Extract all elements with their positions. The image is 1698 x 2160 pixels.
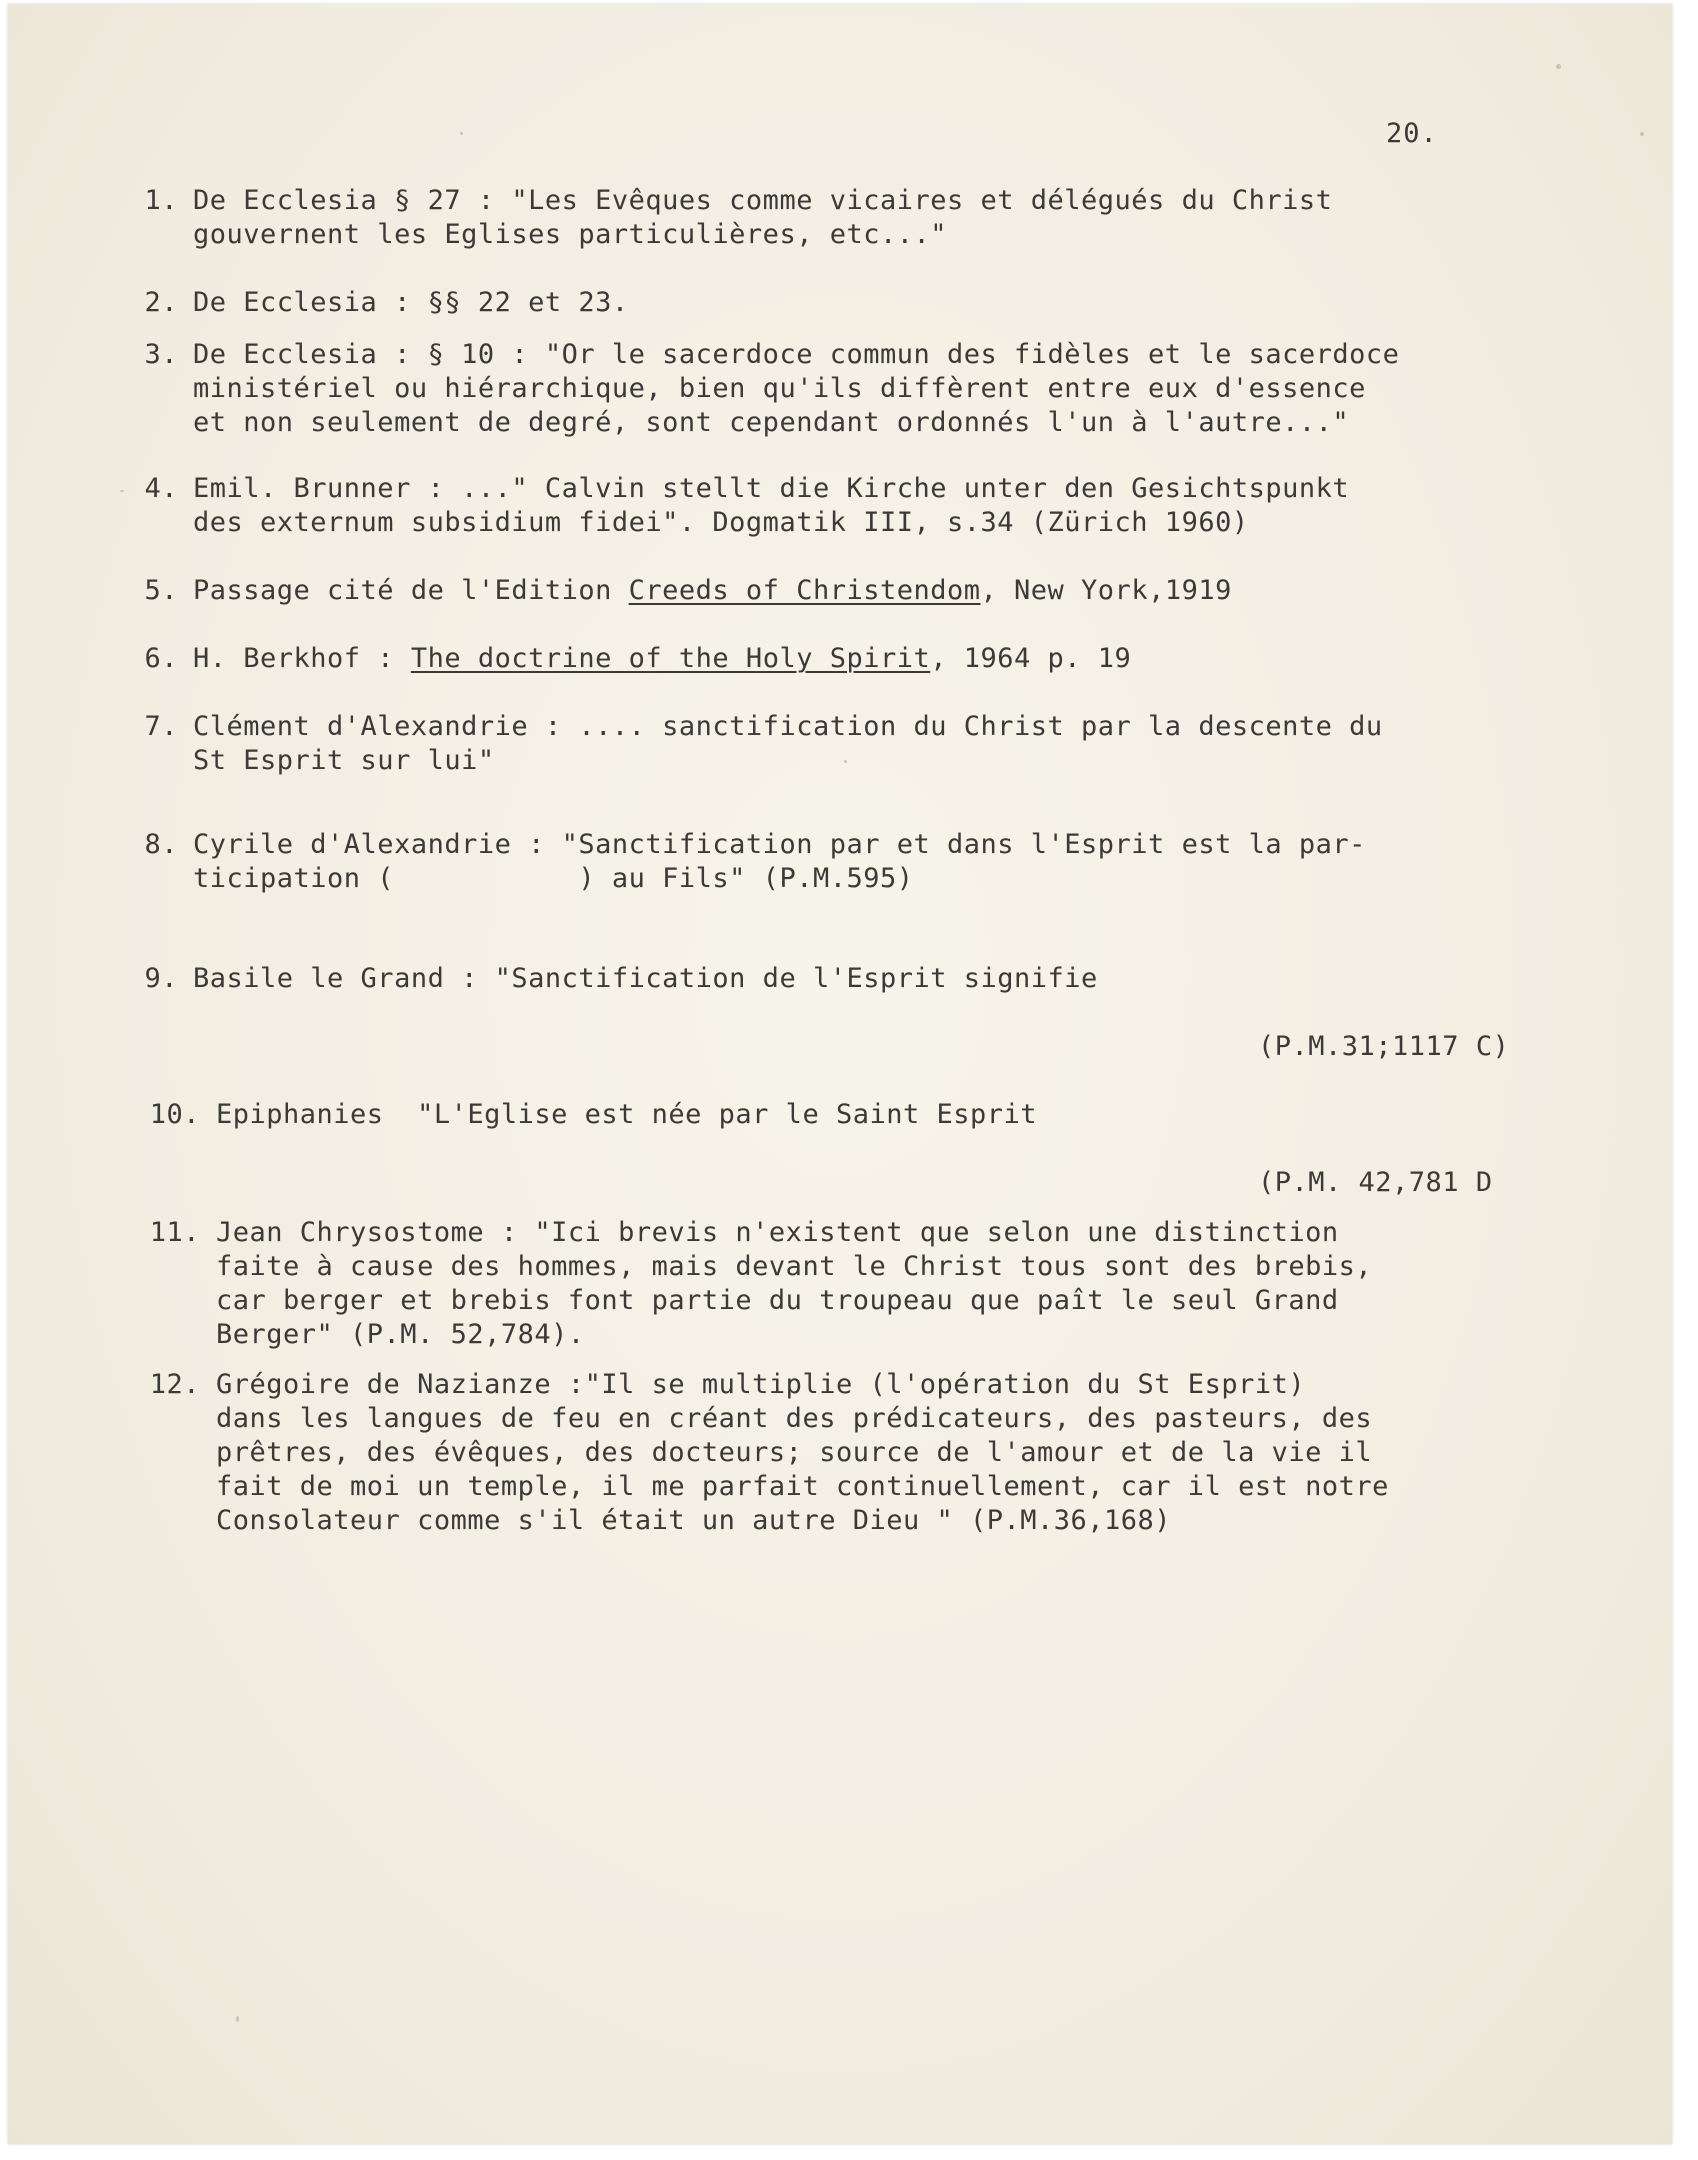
footnote-text: De Ecclesia : § 10 : "Or le sacerdoce commun des fidèles et le sacerdoce bbox=[193, 339, 1400, 370]
footnote-line bbox=[216, 1318, 585, 1352]
footnote-number: 2. bbox=[144, 287, 178, 318]
footnote-line bbox=[193, 506, 1249, 540]
footnote-line bbox=[193, 642, 1131, 676]
footnote-text: dans les langues de feu en créant des prédicateurs, des pasteurs, des bbox=[216, 1403, 1373, 1434]
footnote-number: 6. bbox=[144, 643, 178, 674]
footnote-text: De Ecclesia § 27 : "Les Evêques comme vicaires et délégués du Christ bbox=[193, 185, 1333, 216]
footnote-text: , New York,1919 bbox=[980, 575, 1232, 606]
paper-speck bbox=[460, 132, 463, 135]
footnote-line bbox=[193, 406, 1349, 440]
footnote-number: 4. bbox=[144, 473, 178, 504]
footnote-text: Passage cité de l'Edition bbox=[193, 575, 629, 606]
footnote-line bbox=[216, 1402, 1372, 1436]
footnote-text: Basile le Grand : "Sanctification de l'Esprit signifie bbox=[193, 963, 1098, 994]
footnote-text: H. Berkhof : bbox=[193, 643, 411, 674]
footnote-line bbox=[193, 828, 1366, 862]
footnote-reference: (P.M. 42,781 D bbox=[1258, 1167, 1493, 1198]
footnote-text: car berger et brebis font partie du troupeau que paît le seul Grand bbox=[216, 1285, 1339, 1316]
footnote-text: ticipation ( ) au Fils" (P.M.595) bbox=[193, 863, 914, 894]
footnote-text: Consolateur comme s'il était un autre Dieu " (P.M.36,168) bbox=[216, 1505, 1172, 1536]
footnote-line bbox=[216, 1504, 1171, 1538]
footnote-line bbox=[193, 962, 1098, 996]
footnote-text: Epiphanies "L'Eglise est née par le Saint Esprit bbox=[216, 1099, 1038, 1130]
footnote-text: Berger" (P.M. 52,784). bbox=[216, 1319, 585, 1350]
footnote-line bbox=[216, 1216, 1339, 1250]
footnote-line bbox=[193, 286, 629, 320]
paper-speck bbox=[1640, 132, 1644, 136]
footnote-line bbox=[216, 1250, 1372, 1284]
underlined-title: The doctrine of the Holy Spirit bbox=[410, 643, 931, 674]
page-number: 20. bbox=[1386, 118, 1438, 149]
footnote-line bbox=[193, 710, 1383, 744]
footnote-text: , 1964 p. 19 bbox=[930, 643, 1132, 674]
footnote-text: Jean Chrysostome : "Ici brevis n'existent que selon une distinction bbox=[216, 1217, 1339, 1248]
footnote-number: 7. bbox=[144, 711, 178, 742]
footnote-text: et non seulement de degré, sont cependant ordonnés l'un à l'autre..." bbox=[193, 407, 1350, 438]
footnote-text: ministériel ou hiérarchique, bien qu'ils diffèrent entre eux d'essence bbox=[193, 373, 1366, 404]
footnote-number: 5. bbox=[144, 575, 178, 606]
footnote-reference: (P.M.31;1117 C) bbox=[1258, 1031, 1510, 1062]
footnote-line bbox=[193, 862, 913, 896]
footnote-line bbox=[193, 472, 1349, 506]
footnote-text: De Ecclesia : §§ 22 et 23. bbox=[193, 287, 629, 318]
underlined-title: Creeds of Christendom bbox=[628, 575, 981, 606]
footnote-line bbox=[193, 574, 1232, 608]
footnote-number: 10. bbox=[149, 1099, 200, 1130]
footnote-line bbox=[193, 372, 1366, 406]
footnote-line bbox=[193, 218, 947, 252]
footnote-text: des externum subsidium fidei". Dogmatik III, s.34 (Zürich 1960) bbox=[193, 507, 1249, 538]
footnote-text: Emil. Brunner : ..." Calvin stellt die Kirche unter den Gesichtspunkt bbox=[193, 473, 1350, 504]
paper-speck bbox=[120, 490, 124, 492]
footnote-line bbox=[216, 1098, 1037, 1132]
footnote-text: prêtres, des évêques, des docteurs; source de l'amour et de la vie il bbox=[216, 1437, 1373, 1468]
paper-speck bbox=[844, 760, 847, 763]
footnote-line bbox=[193, 338, 1399, 372]
footnote-text: St Esprit sur lui" bbox=[193, 745, 495, 776]
footnote-line bbox=[216, 1284, 1339, 1318]
footnote-text: Clément d'Alexandrie : .... sanctification du Christ par la descente du bbox=[193, 711, 1383, 742]
footnotes-list bbox=[8, 4, 1672, 2144]
footnote-number: 9. bbox=[144, 963, 178, 994]
footnote-number: 11. bbox=[149, 1217, 200, 1248]
footnote-number: 8. bbox=[144, 829, 178, 860]
footnote-number: 3. bbox=[144, 339, 178, 370]
footnote-text: gouvernent les Eglises particulières, etc..." bbox=[193, 219, 947, 250]
footnote-number: 12. bbox=[149, 1369, 200, 1400]
footnote-number: 1. bbox=[144, 185, 178, 216]
footnote-text: Cyrile d'Alexandrie : "Sanctification par et dans l'Esprit est la par- bbox=[193, 829, 1366, 860]
footnote-line bbox=[216, 1436, 1372, 1470]
paper-speck bbox=[1556, 64, 1561, 69]
footnote-line bbox=[216, 1368, 1305, 1402]
footnote-text: fait de moi un temple, il me parfait continuellement, car il est notre bbox=[216, 1471, 1389, 1502]
footnote-text: Grégoire de Nazianze :"Il se multiplie (l'opération du St Esprit) bbox=[216, 1369, 1306, 1400]
paper-speck bbox=[236, 2016, 239, 2022]
footnote-line bbox=[193, 184, 1332, 218]
footnote-text: faite à cause des hommes, mais devant le Christ tous sont des brebis, bbox=[216, 1251, 1373, 1282]
typed-page bbox=[8, 4, 1672, 2144]
footnote-line bbox=[193, 744, 495, 778]
footnote-line bbox=[216, 1470, 1389, 1504]
